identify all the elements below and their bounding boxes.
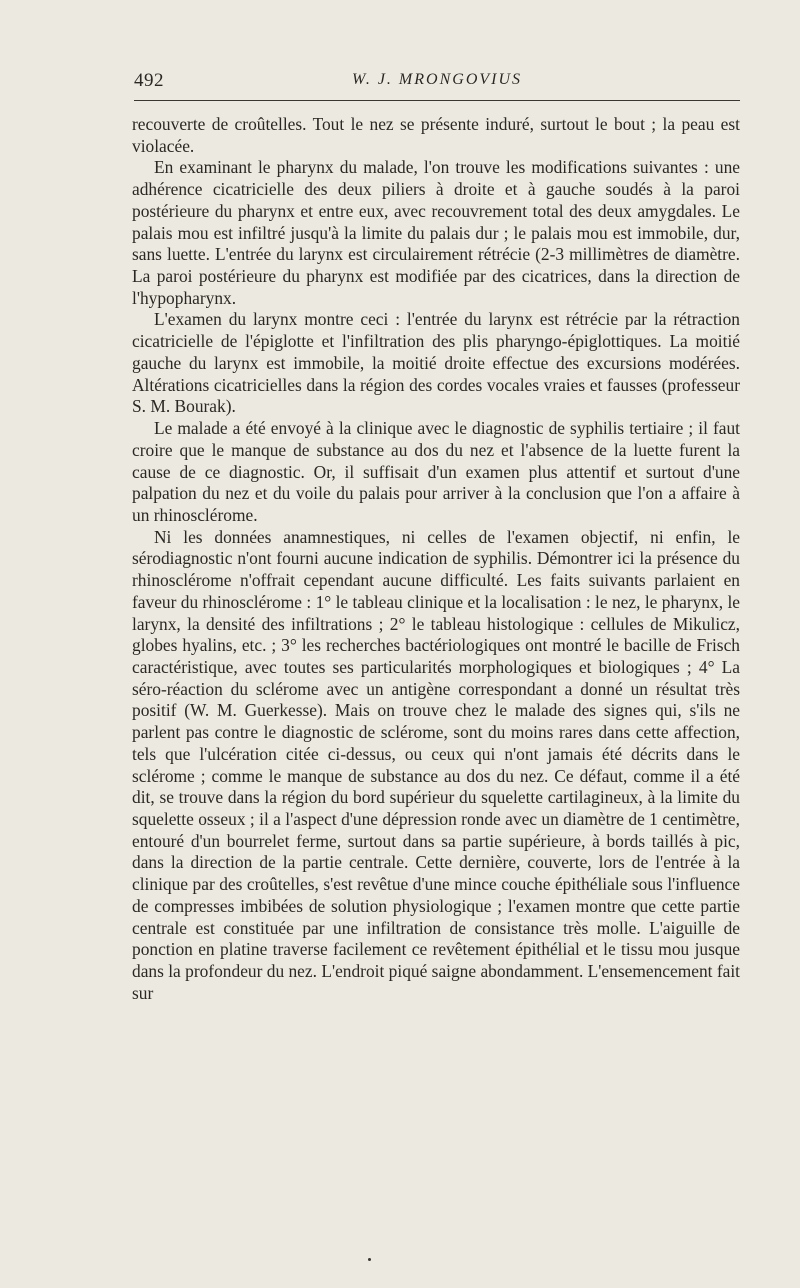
print-speck	[368, 1258, 371, 1261]
page-header	[134, 68, 740, 101]
page-number: 492	[134, 70, 164, 91]
paragraph-pharynx-examination: En examinant le pharynx du malade, l'on trouve les modifications suivantes : une adhérence cicatricielle des deux piliers à droite et à gauche soudés à la paroi postérieure du pharynx et entre eux, avec recouvrement total des deux amygdales. Le palais mou est infiltré jusqu'à la limite du palais dur ; le palais mou est immobile, dur, sans luette. L'entrée du larynx est circulairement rétrécie (2-3 millimètres de diamètre. La paroi postérieure du pharynx est modifiée par des cicatrices, dans la direction de l'hypopharynx.	[132, 157, 740, 308]
paragraph-continuation: recouverte de croûtelles. Tout le nez se présente induré, surtout le bout ; la peau est violacée.	[132, 114, 740, 156]
paragraph-rhinoscleroma-evidence: Ni les données anamnestiques, ni celles de l'examen objectif, ni enfin, le sérodiagnostic n'ont fourni aucune indication de syphilis. Démontrer ici la présence du rhinosclérome n'offrait cependant aucune difficulté. Les faits suivants parlaient en faveur du rhinosclérome : 1° le tableau clinique et la localisation : le nez, le pharynx, le larynx, la densité des infiltrations ; 2° le tableau histologique : cellules de Mikulicz, globes hyalins, etc. ; 3° les recherches bactériologiques ont montré le bacille de Frisch caractéristique, avec toutes ses particularités morphologiques et biologiques ; 4° La séro-réaction du sclérome avec un antigène correspondant a donné un résultat très positif (W. M. Guerkesse). Mais on trouve chez le malade des signes qui, s'ils ne parlent pas contre le diagnostic de sclérome, sont du moins rares dans cette affection, tels que l'ulcération citée ci-dessus, ou ceux qui n'ont jamais été décrits dans le sclérome ; comme le manque de substance au dos du nez. Ce défaut, comme il a été dit, se trouve dans la région du bord supérieur du squelette cartilagineux, à la limite du squelette osseux ; il a l'aspect d'une dépression ronde avec un diamètre de 1 centimètre, entouré d'un bourrelet ferme, surtout dans sa partie supérieure, à bords taillés à pic, dans la direction de la partie centrale. Cette dernière, couverte, lors de l'entrée à la clinique par des croûtelles, s'est revêtue d'une mince couche épithéliale sous l'influence de compresses imbibées de solution physiologique ; l'examen montre que cette partie centrale est constituée par une infiltration de consistance très molle. L'aiguille de ponction en platine traverse facilement ce revêtement épithélial et le tissu mou jusque dans la profondeur du nez. L'endroit piqué saigne abondamment. L'ensemencement fait sur	[132, 526, 740, 1003]
paragraph-larynx-examination: L'examen du larynx montre ceci : l'entrée du larynx est rétrécie par la rétraction cicatricielle de l'épiglotte et l'infiltration des plis pharyngo-épiglottiques. La moitié gauche du larynx est immobile, la moitié droite effectue des excursions modérées. Altérations cicatricielles dans la région des cordes vocales vraies et fausses (professeur S. M. Bourak).	[132, 309, 740, 417]
body-text	[132, 114, 740, 1004]
paragraph-syphilis-diagnosis: Le malade a été envoyé à la clinique avec le diagnostic de syphilis tertiaire ; il faut croire que le manque de substance au dos du nez et l'absence de la luette furent la cause de ce diagnostic. Or, il suffisait d'un examen plus attentif et surtout d'une palpation du nez et du voile du palais pour arriver à la conclusion que l'on a affaire à un rhinosclérome.	[132, 418, 740, 525]
running-head-author: W. J. MRONGOVIUS	[351, 71, 523, 88]
